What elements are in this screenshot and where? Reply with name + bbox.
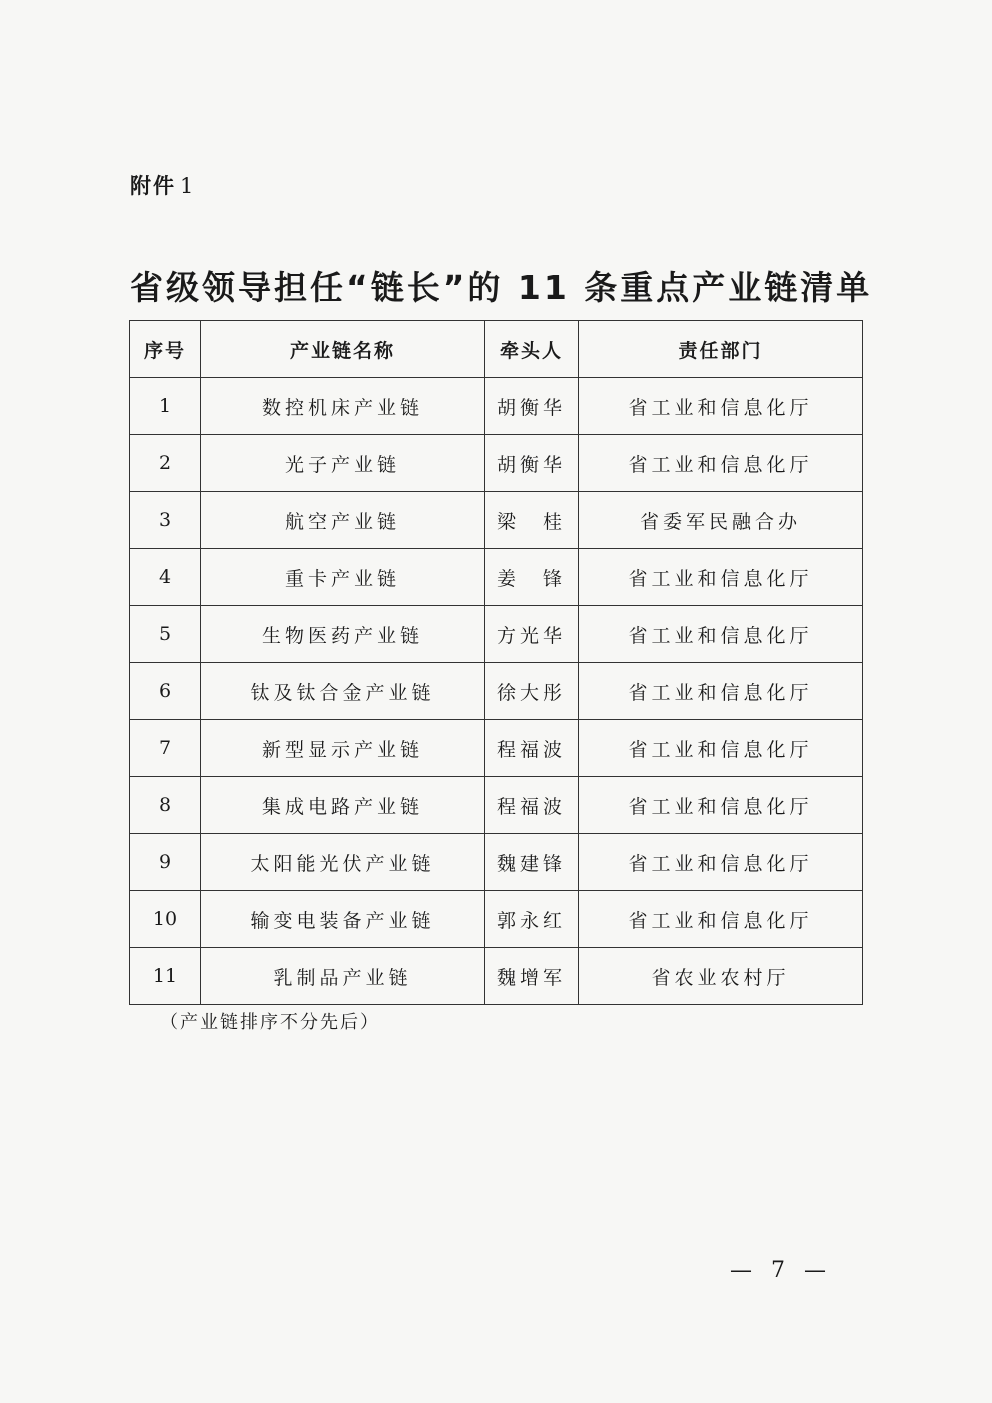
table-row [130,663,863,720]
table-row [130,606,863,663]
cell-chain-name: 生物医药产业链 [201,606,485,663]
table-row [130,492,863,549]
document-title: 省级领导担任“链长”的 11 条重点产业链清单 [130,268,873,307]
cell-seq: 5 [130,606,201,663]
attachment-number: 1 [180,174,196,198]
cell-chain-name: 钛及钛合金产业链 [201,663,485,720]
cell-seq: 7 [130,720,201,777]
cell-chain-name: 航空产业链 [201,492,485,549]
cell-responsible-dept: 省工业和信息化厅 [579,435,863,492]
cell-responsible-dept: 省工业和信息化厅 [579,606,863,663]
cell-chain-name: 集成电路产业链 [201,777,485,834]
header-seq: 序号 [130,321,201,378]
cell-lead-person: 程福波 [485,777,579,834]
cell-responsible-dept: 省工业和信息化厅 [579,663,863,720]
cell-seq: 1 [130,378,201,435]
cell-chain-name: 乳制品产业链 [201,948,485,1005]
page-number: — 7 — [730,1258,832,1283]
cell-seq: 11 [130,948,201,1005]
cell-responsible-dept: 省工业和信息化厅 [579,834,863,891]
cell-chain-name: 新型显示产业链 [201,720,485,777]
cell-responsible-dept: 省工业和信息化厅 [579,777,863,834]
cell-lead-person: 姜 锋 [485,549,579,606]
cell-seq: 6 [130,663,201,720]
cell-responsible-dept: 省工业和信息化厅 [579,549,863,606]
cell-lead-person: 魏增军 [485,948,579,1005]
table-row [130,549,863,606]
table-footnote: （产业链排序不分先后） [160,1012,380,1033]
cell-seq: 10 [130,891,201,948]
cell-lead-person: 徐大彤 [485,663,579,720]
table-header-row [130,321,863,378]
cell-seq: 4 [130,549,201,606]
cell-chain-name: 太阳能光伏产业链 [201,834,485,891]
cell-lead-person: 郭永红 [485,891,579,948]
cell-responsible-dept: 省工业和信息化厅 [579,378,863,435]
cell-seq: 3 [130,492,201,549]
cell-responsible-dept: 省工业和信息化厅 [579,720,863,777]
cell-lead-person: 胡衡华 [485,378,579,435]
table-row [130,720,863,777]
cell-chain-name: 光子产业链 [201,435,485,492]
table-row [130,777,863,834]
cell-seq: 8 [130,777,201,834]
header-lead-person: 牵头人 [485,321,579,378]
cell-responsible-dept: 省农业农村厅 [579,948,863,1005]
cell-lead-person: 方光华 [485,606,579,663]
cell-responsible-dept: 省委军民融合办 [579,492,863,549]
cell-chain-name: 重卡产业链 [201,549,485,606]
cell-lead-person: 梁 桂 [485,492,579,549]
table-row [130,948,863,1005]
header-responsible-dept: 责任部门 [579,321,863,378]
table-row [130,378,863,435]
header-chain-name: 产业链名称 [201,321,485,378]
cell-responsible-dept: 省工业和信息化厅 [579,891,863,948]
cell-lead-person: 程福波 [485,720,579,777]
cell-chain-name: 数控机床产业链 [201,378,485,435]
cell-seq: 9 [130,834,201,891]
cell-lead-person: 胡衡华 [485,435,579,492]
table-row [130,834,863,891]
cell-seq: 2 [130,435,201,492]
attachment-text: 附件 [130,174,176,198]
industry-chain-table [129,320,863,1005]
attachment-label [130,170,195,200]
cell-lead-person: 魏建锋 [485,834,579,891]
cell-chain-name: 输变电装备产业链 [201,891,485,948]
table-row [130,435,863,492]
table-row [130,891,863,948]
